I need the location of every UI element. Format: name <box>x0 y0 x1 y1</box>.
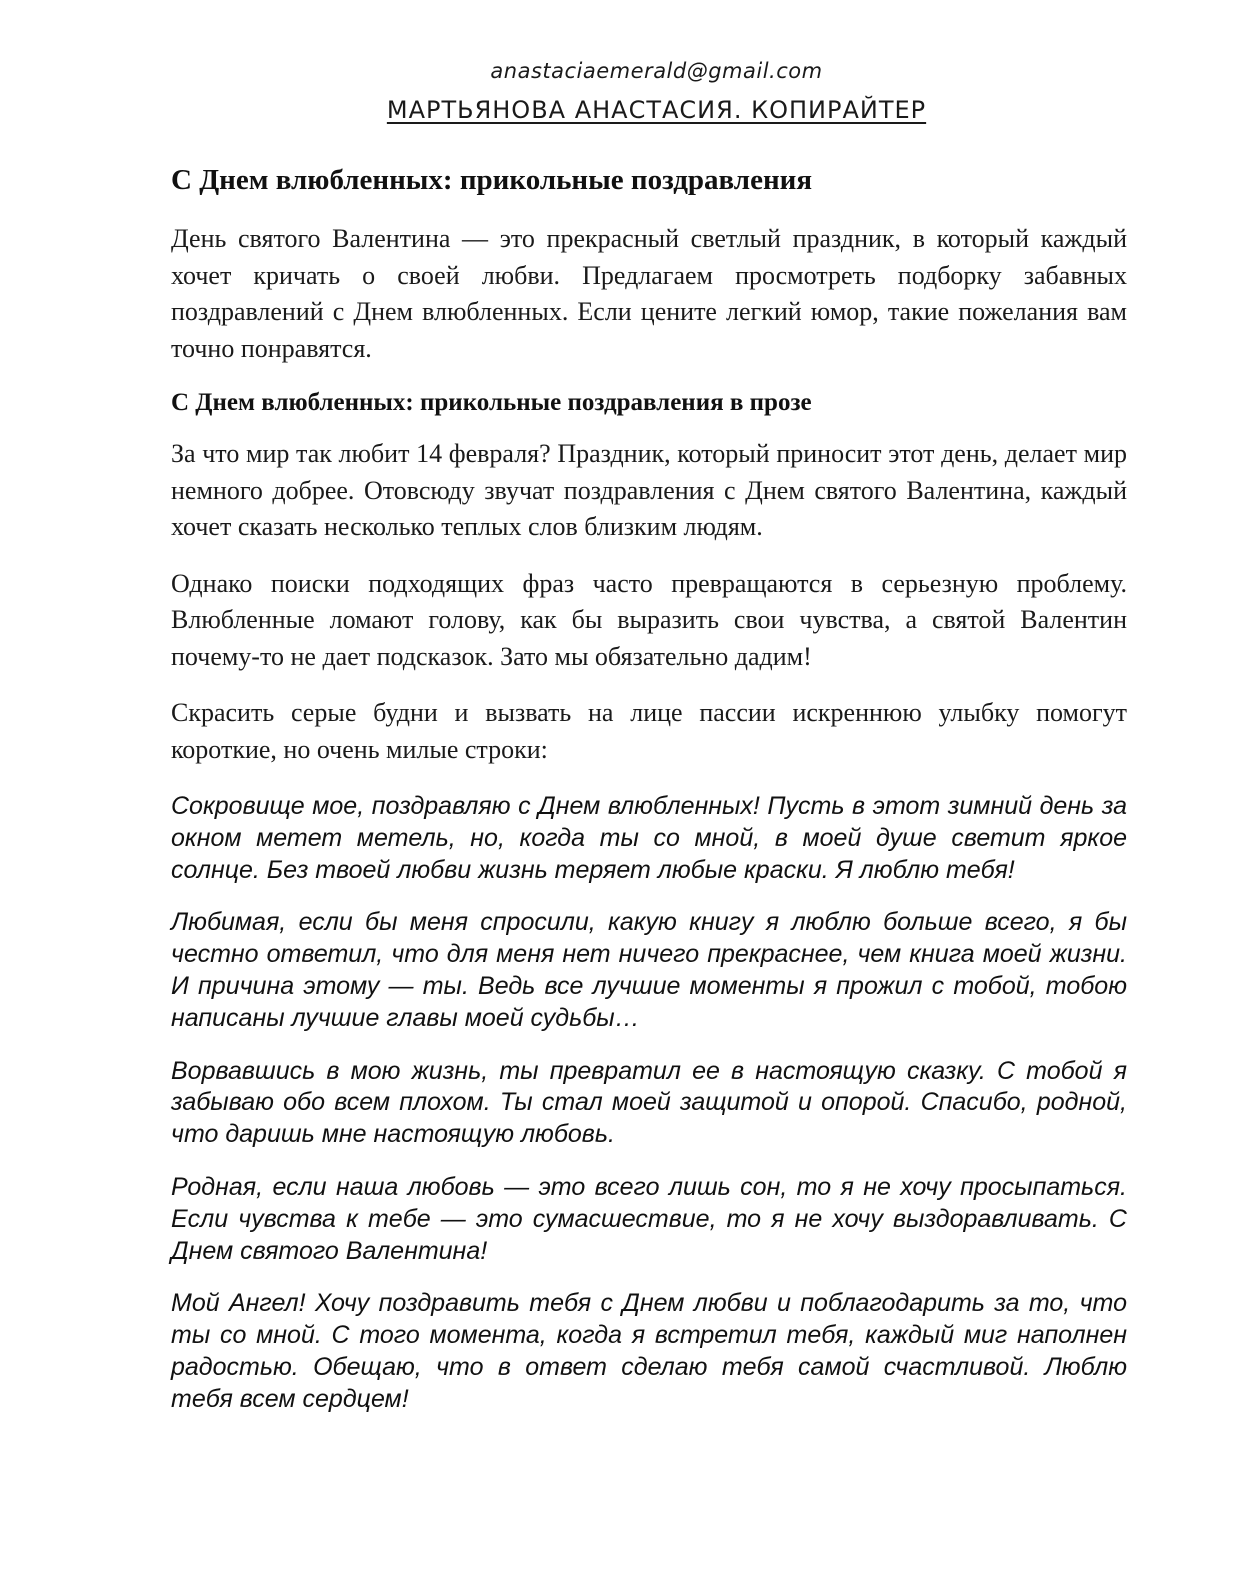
body-paragraph: Однако поиски подходящих фраз часто превращаются в серьезную проблему. Влюбленные ломают голову, как бы выразить свои чувства, а святой Валентин почему-то не дает подсказок. Зато мы обязательно дадим! <box>171 568 1127 671</box>
body-paragraph: Скрасить серые будни и вызвать на лице пассии искреннюю улыбку помогут короткие, но очень милые строки: <box>171 698 1127 764</box>
intro-paragraph: День святого Валентина — это прекрасный светлый праздник, в который каждый хочет кричать о своей любви. Предлагаем просмотреть подборку забавных поздравлений с Днем влюбленных. Если цените легкий юмор, такие пожелания вам точно понравятся. <box>171 224 1127 363</box>
author-name: МАРТЬЯНОВА АНАСТАСИЯ. КОПИРАЙТЕР <box>386 96 927 124</box>
body-paragraph: За что мир так любит 14 февраля? Праздник, который приносит этот день, делает мир немного добрее. Отовсюду звучат поздравления с Днем святого Валентина, каждый хочет сказать несколько теплых слов близким людям. <box>171 439 1127 541</box>
section-title: С Днем влюбленных: прикольные поздравления в прозе <box>171 389 812 416</box>
wish-paragraph: Ворвавшись в мою жизнь, ты превратил ее в настоящую сказку. С тобой я забываю обо всем плохом. Ты стал моей защитой и опорой. Спасибо, родной, что даришь мне настоящую любовь. <box>171 1056 1127 1149</box>
wish-paragraph: Любимая, если бы меня спросили, какую книгу я люблю больше всего, я бы честно ответил, что для меня нет ничего прекраснее, чем книга моей жизни. И причина этому — ты. Ведь все лучшие моменты я прожил с тобой, тобою написаны лучшие главы моей судьбы… <box>171 908 1127 1032</box>
wish-paragraph: Мой Ангел! Хочу поздравить тебя с Днем любви и поблагодарить за то, что ты со мной. С того момента, когда я встретил тебя, каждый миг наполнен радостью. Обещаю, что в ответ сделаю тебя самой счастливой. Люблю тебя всем сердцем! <box>171 1289 1127 1413</box>
author-email: anastaciaemerald@gmail.com <box>490 59 823 83</box>
article-title: С Днем влюбленных: прикольные поздравления <box>171 164 813 196</box>
article-body <box>171 160 1127 1416</box>
wish-paragraph: Сокровище мое, поздравляю с Днем влюбленных! Пусть в этот зимний день за окном метет метель, но, когда ты со мной, в моей душе светит яркое солнце. Без твоей любви жизнь теряет любые краски. Я люблю тебя! <box>171 792 1127 884</box>
wish-paragraph: Родная, если наша любовь — это всего лишь сон, то я не хочу просыпаться. Если чувства к тебе — это сумасшествие, то я не хочу выздоравливать. С Днем святого Валентина! <box>171 1172 1127 1265</box>
